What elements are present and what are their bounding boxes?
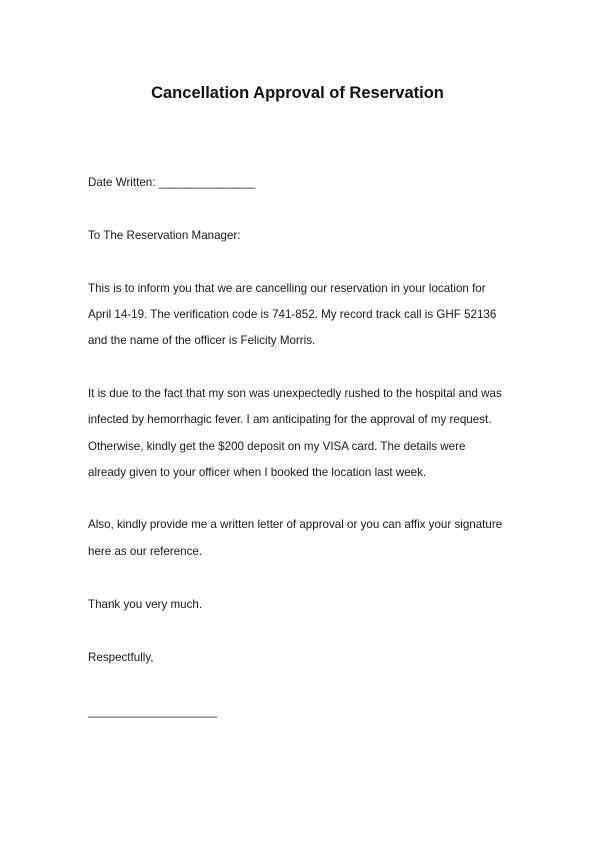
paragraph-line: Also, kindly provide me a written letter of approval or you can affix your signature [88, 518, 503, 531]
thanks-line: Thank you very much. [88, 598, 203, 611]
paragraph-line: infected by hemorrhagic fever. I am anticipating for the approval of my request. [88, 413, 492, 426]
paragraph-line: April 14-19. The verification code is 741-852. My record track call is GHF 52136 [88, 308, 497, 321]
paragraph-line: here as our reference. [88, 545, 203, 558]
paragraph-line: Otherwise, kindly get the $200 deposit on my VISA card. The details were [88, 440, 466, 453]
signature-line: ____________________ [88, 705, 217, 718]
date-written-line: Date Written: _______________ [88, 176, 256, 189]
paragraph-line: It is due to the fact that my son was unexpectedly rushed to the hospital and was [88, 387, 502, 400]
closing-line: Respectfully, [88, 651, 154, 664]
paragraph-line: already given to your officer when I booked the location last week. [88, 466, 427, 479]
document-title: Cancellation Approval of Reservation [151, 84, 444, 102]
paragraph-line: This is to inform you that we are cancelling our reservation in your location for [88, 282, 486, 295]
paragraph-line: and the name of the officer is Felicity Morris. [88, 334, 316, 347]
salutation: To The Reservation Manager: [88, 229, 241, 242]
